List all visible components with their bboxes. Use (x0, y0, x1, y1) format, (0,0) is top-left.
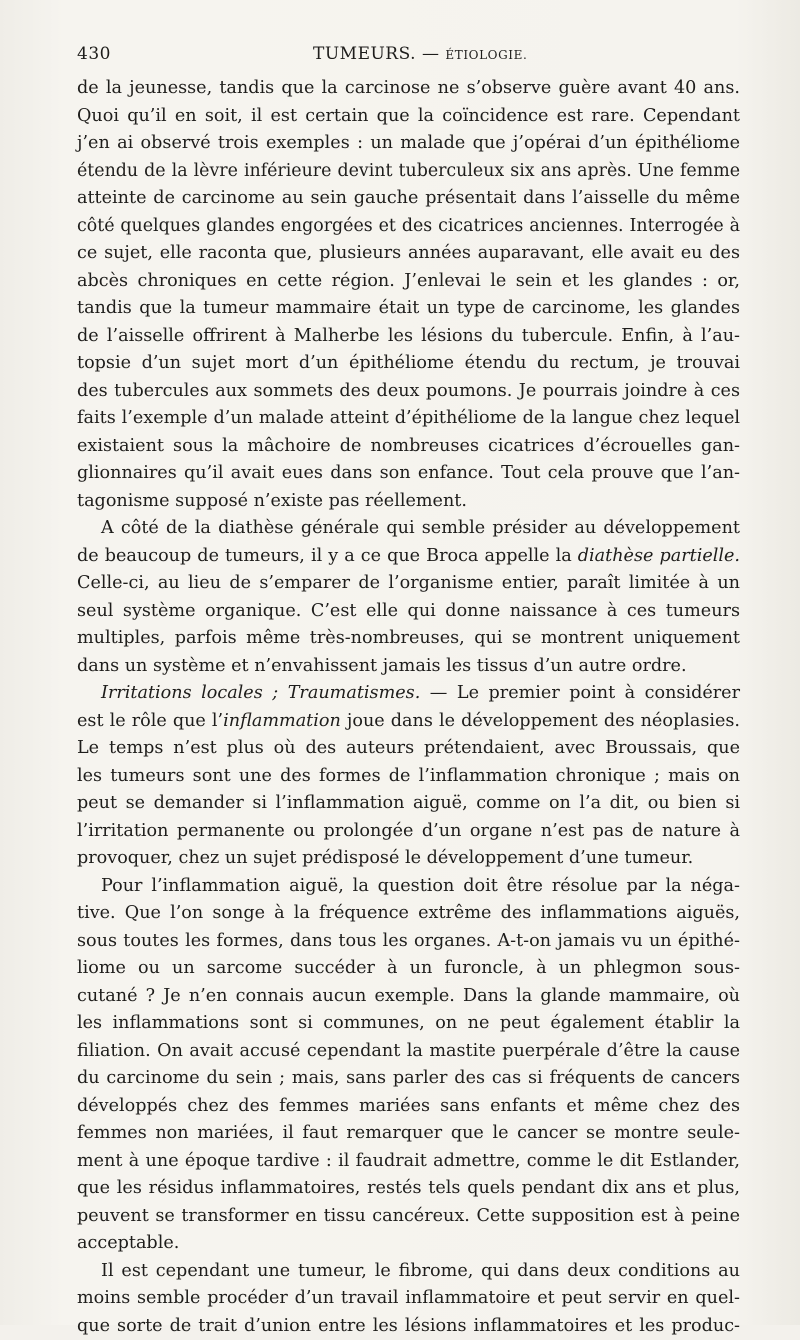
text-line: j’en ai observé trois exemples : un malade que j’opérai d’un épithéliome (77, 130, 740, 158)
text-line: multiples, parfois même très-nombreuses, qui se montrent uniquement (77, 625, 740, 653)
text-line: développés chez des femmes mariées sans enfants et même chez des (77, 1093, 740, 1121)
text-line: les tumeurs sont une des formes de l’inflammation chronique ; mais on (77, 763, 740, 791)
running-title (313, 44, 527, 64)
text-line: de l’aisselle offrirent à Malherbe les lésions du tubercule. Enfin, à l’au- (77, 323, 740, 351)
text-line: abcès chroniques en cette région. J’enlevai le sein et les glandes : or, (77, 268, 740, 296)
paragraph-end-line: provoquer, chez un sujet prédisposé le développement d’une tumeur. (77, 845, 740, 873)
text-line: Quoi qu’il en soit, il est certain que la coïncidence est rare. Cependant (77, 103, 740, 131)
running-title-section: ÉTIOLOGIE. (445, 48, 527, 62)
text-line: que les résidus inflammatoires, restés tels quels pendant dix ans et plus, (77, 1175, 740, 1203)
text-line: ce sujet, elle raconta que, plusieurs années auparavant, elle avait eu des (77, 240, 740, 268)
running-header (77, 44, 738, 70)
text-line: tive. Que l’on songe à la fréquence extrême des inflammations aiguës, (77, 900, 740, 928)
text-line: que sorte de trait d’union entre les lésions inflammatoires et les produc- (77, 1313, 740, 1340)
text-line: des tubercules aux sommets des deux poumons. Je pourrais joindre à ces (77, 378, 740, 406)
text-line: topsie d’un sujet mort d’un épithéliome étendu du rectum, je trouvai (77, 350, 740, 378)
text-line: étendu de la lèvre inférieure devint tuberculeux six ans après. Une femme (77, 158, 740, 186)
text-line: filiation. On avait accusé cependant la mastite puerpérale d’être la cause (77, 1038, 740, 1066)
text-line: peuvent se transformer en tissu cancéreux. Cette supposition est à peine (77, 1203, 740, 1231)
text-line: les inflammations sont si communes, on ne peut également établir la (77, 1010, 740, 1038)
running-title-main: TUMEURS. — (313, 44, 445, 64)
text-line: peut se demander si l’inflammation aiguë, comme on l’a dit, ou bien si (77, 790, 740, 818)
body-text (77, 75, 740, 1340)
section-heading-irritations: Irritations locales ; Traumatismes. (101, 683, 420, 703)
line-roman: joue dans le développement des néoplasies. (341, 711, 740, 731)
text-line (77, 708, 740, 736)
page-number: 430 (77, 44, 111, 64)
text-line: seul système organique. C’est elle qui donne naissance à ces tumeurs (77, 598, 740, 626)
text-line: Le temps n’est plus où des auteurs prétendaient, avec Broussais, que (77, 735, 740, 763)
text-line: faits l’exemple d’un malade atteint d’épithéliome de la langue chez lequel (77, 405, 740, 433)
paragraph-end-line: acceptable. (77, 1230, 740, 1258)
text-line: du carcinome du sein ; mais, sans parler des cas si fréquents de cancers (77, 1065, 740, 1093)
text-line: atteinte de carcinome au sein gauche présentait dans l’aisselle du même (77, 185, 740, 213)
text-line: liome ou un sarcome succéder à un furoncle, à un phlegmon sous- (77, 955, 740, 983)
paragraph-start-line: A côté de la diathèse générale qui semble présider au développement (77, 515, 740, 543)
text-line: femmes non mariées, il faut remarquer que le cancer se montre seule- (77, 1120, 740, 1148)
text-line: l’irritation permanente ou prolongée d’un organe n’est pas de nature à (77, 818, 740, 846)
line-roman: est le rôle que l’ (77, 711, 223, 731)
text-line: côté quelques glandes engorgées et des cicatrices anciennes. Interrogée à (77, 213, 740, 241)
text-line: sous toutes les formes, dans tous les organes. A-t-on jamais vu un épithé- (77, 928, 740, 956)
text-line: cutané ? Je n’en connais aucun exemple. Dans la glande mammaire, où (77, 983, 740, 1011)
text-line: Celle-ci, au lieu de s’emparer de l’organisme entier, paraît limitée à un (77, 570, 740, 598)
text-line: tandis que la tumeur mammaire était un type de carcinome, les glandes (77, 295, 740, 323)
paragraph-start-line: Pour l’inflammation aiguë, la question doit être résolue par la néga- (77, 873, 740, 901)
text-line: moins semble procéder d’un travail inflammatoire et peut servir en quel- (77, 1285, 740, 1313)
text-line: de la jeunesse, tandis que la carcinose ne s’observe guère avant 40 ans. (77, 75, 740, 103)
paragraph-start-line: Il est cependant une tumeur, le fibrome, qui dans deux conditions au (77, 1258, 740, 1286)
text-line: existaient sous la mâchoire de nombreuses cicatrices d’écrouelles gan- (77, 433, 740, 461)
text-line: glionnaires qu’il avait eues dans son enfance. Tout cela prouve que l’an- (77, 460, 740, 488)
line-roman: de beaucoup de tumeurs, il y a ce que Broca appelle la (77, 546, 578, 566)
line-roman: — Le premier point à considérer (420, 683, 740, 703)
term-diathese-partielle: diathèse partielle. (578, 546, 740, 566)
section-heading-line (77, 680, 740, 708)
paragraph-end-line: tagonisme supposé n’existe pas réellement. (77, 488, 740, 516)
text-line: ment à une époque tardive : il faudrait admettre, comme le dit Estlander, (77, 1148, 740, 1176)
text-line (77, 543, 740, 571)
paragraph-end-line: dans un système et n’envahissent jamais les tissus d’un autre ordre. (77, 653, 740, 681)
term-inflammation: inflammation (223, 711, 341, 731)
